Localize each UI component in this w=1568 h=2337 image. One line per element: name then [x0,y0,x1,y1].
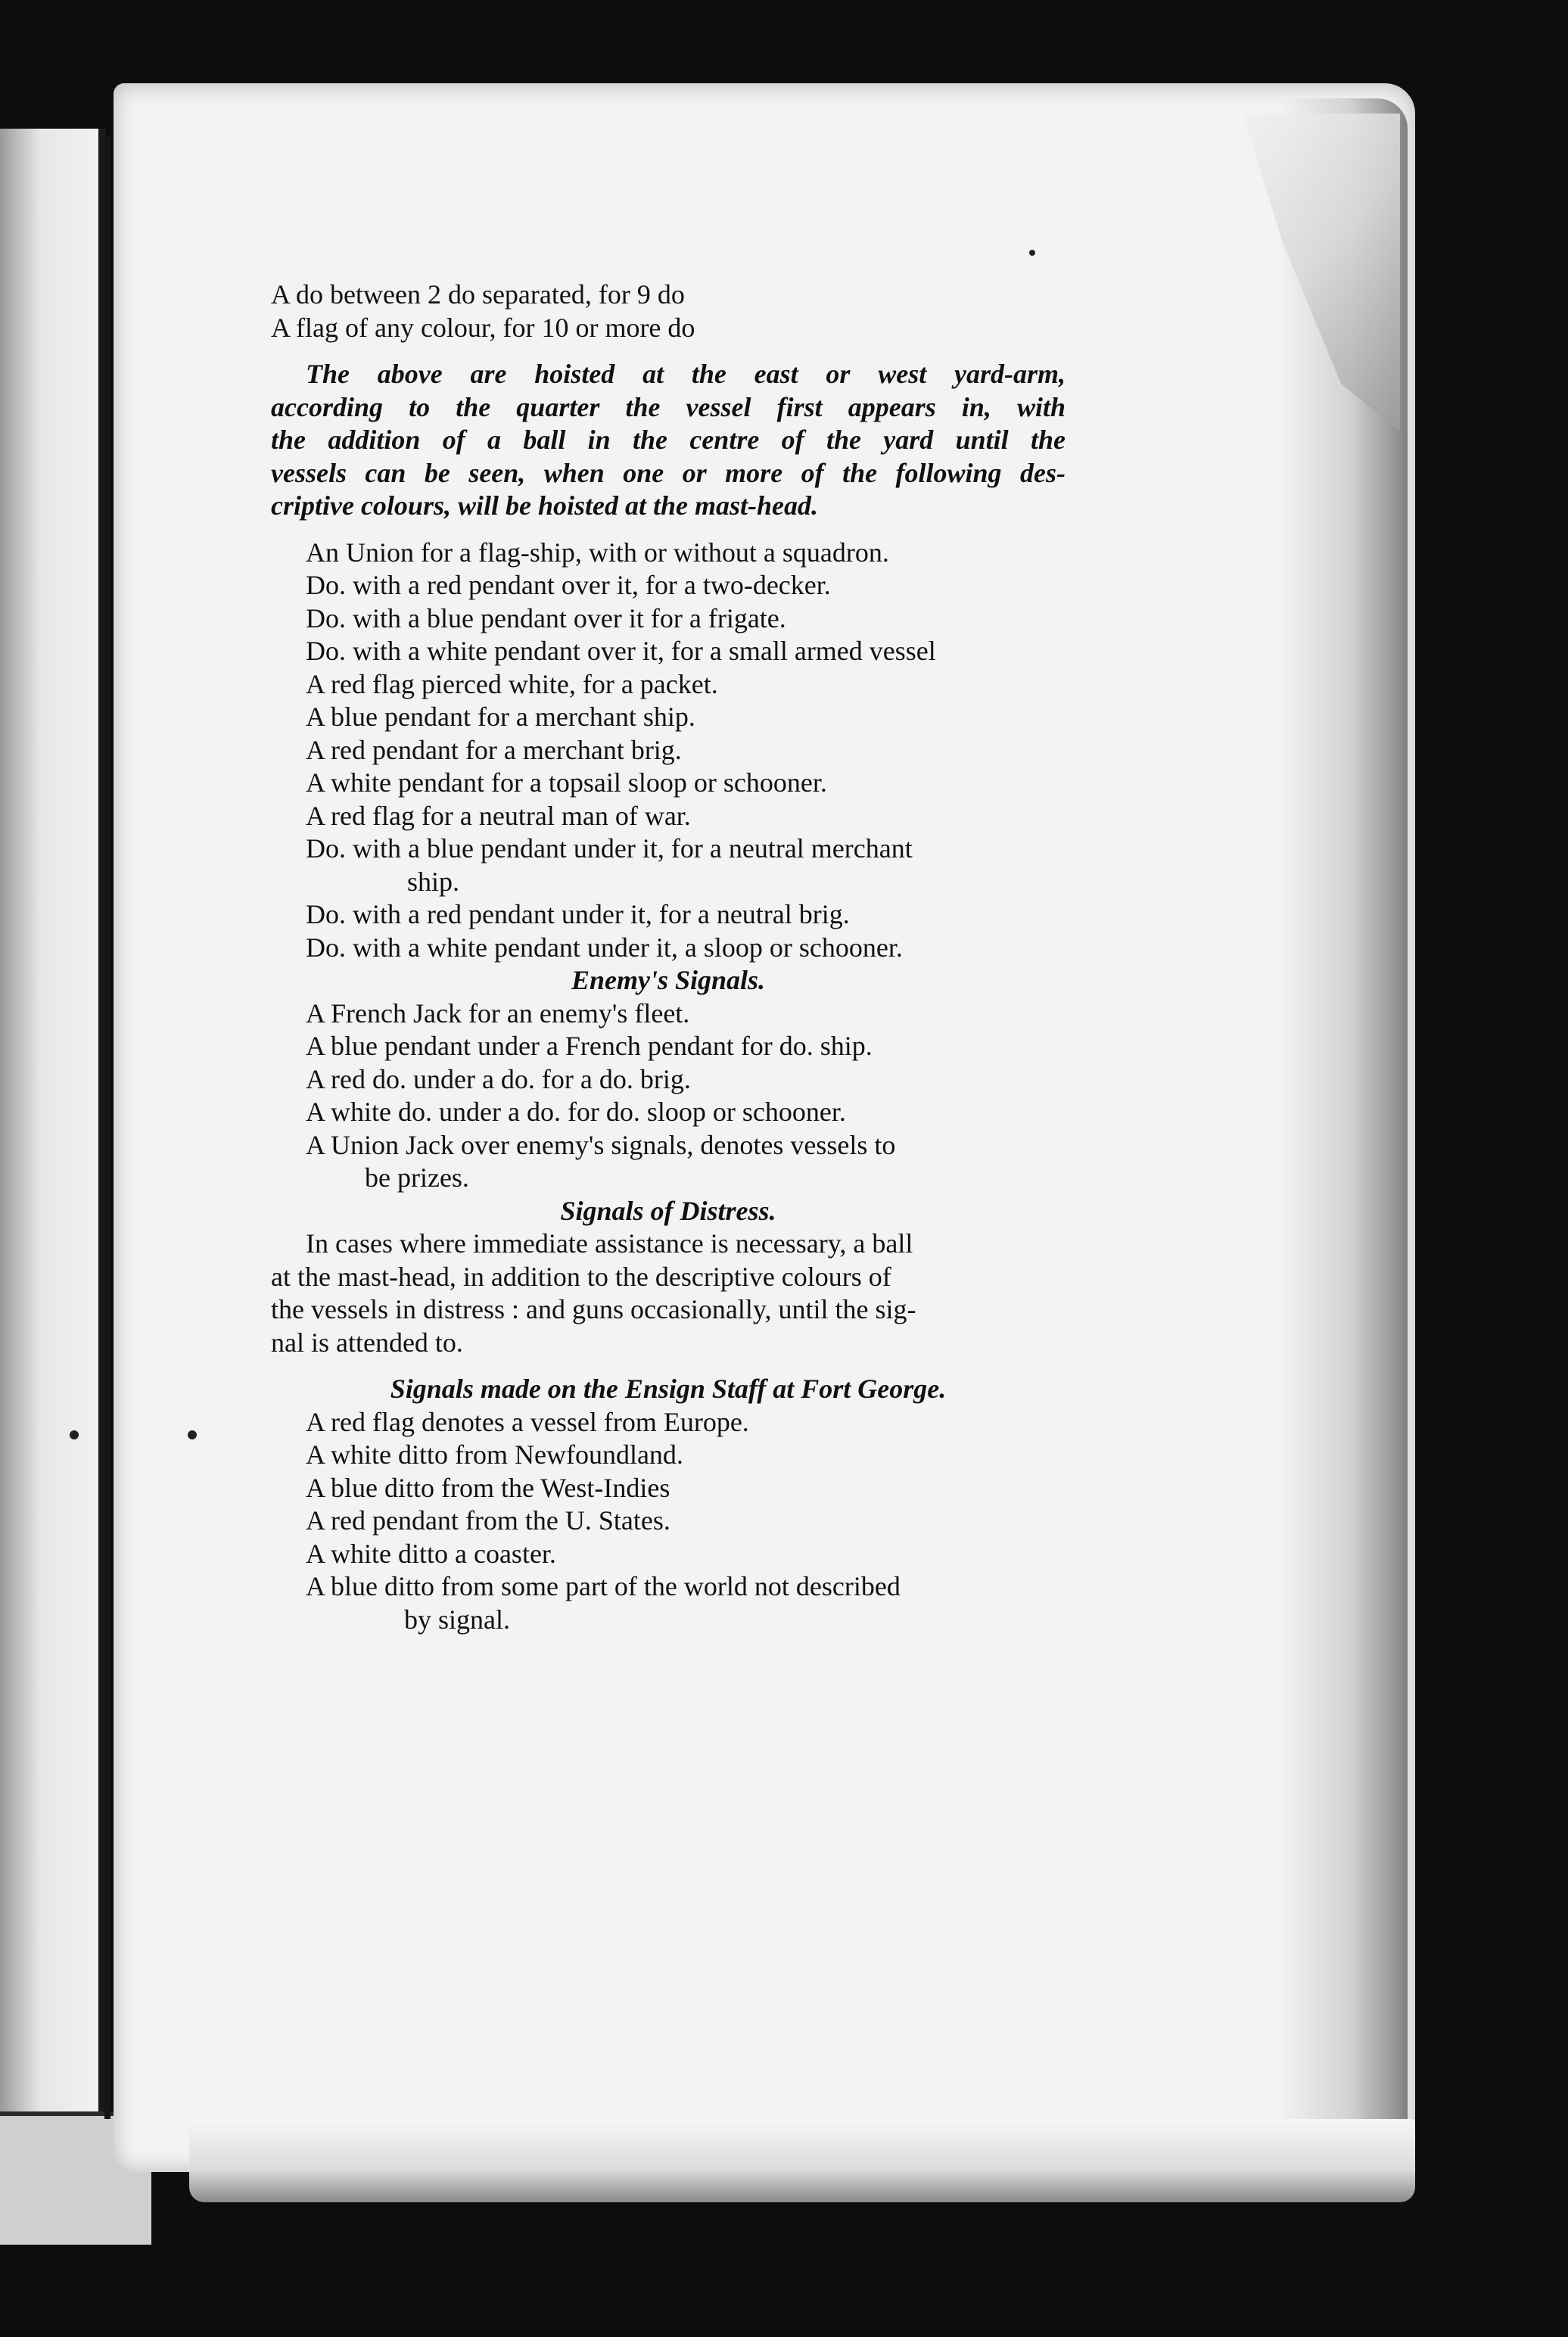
ink-speck [188,1430,197,1439]
ink-speck [70,1430,79,1439]
section-heading-enemy-signals: Enemy's Signals. [571,965,766,995]
italic-paragraph-line-2: according to the quarter the vessel first appears in, with [271,391,1066,422]
paragraph-line: nal is attended to. [271,1327,463,1358]
list-item: A blue pendant under a French pendant for do. ship. [306,1031,873,1061]
list-item: Do. with a red pendant under it, for a neutral brig. [306,899,850,929]
list-item: A white ditto from Newfoundland. [306,1439,683,1470]
list-item: A blue ditto from some part of the world not described [306,1571,901,1601]
intro-line-2: A flag of any colour, for 10 or more do [271,312,695,343]
italic-paragraph-line-1: The above are hoisted at the east or west yard-arm, [306,359,1066,389]
list-item: A red do. under a do. for a do. brig. [306,1063,691,1094]
list-item: Do. with a red pendant over it, for a two-decker. [306,570,831,600]
paragraph-line: the vessels in distress : and guns occasionally, until the sig- [271,1294,916,1324]
list-item-continuation: ship. [407,866,460,897]
italic-paragraph-line-5: criptive colours, will be hoisted at the mast-head. [271,490,818,521]
list-item: Do. with a blue pendant over it for a frigate. [306,602,786,633]
list-item: A red flag for a neutral man of war. [306,800,691,831]
list-item: A red pendant from the U. States. [306,1505,670,1536]
list-item: A white pendant for a topsail sloop or schooner. [306,767,827,798]
intro-line-1: A do between 2 do separated, for 9 do [271,279,685,310]
list-item: A white ditto a coaster. [306,1538,556,1569]
list-item: A red flag denotes a vessel from Europe. [306,1406,749,1437]
italic-paragraph-line-4: vessels can be seen, when one or more of the following des- [271,457,1066,488]
italic-paragraph-line-3: the addition of a ball in the centre of the yard until the [271,425,1066,455]
list-item: A Union Jack over enemy's signals, denotes vessels to [306,1129,896,1160]
list-item-continuation: be prizes. [365,1162,469,1193]
section-heading-ensign-staff: Signals made on the Ensign Staff at Fort George. [390,1374,947,1404]
paragraph-line: In cases where immediate assistance is necessary, a ball [306,1228,913,1259]
list-item: A blue ditto from the West-Indies [306,1472,670,1503]
page-bottom-edge [189,2119,1415,2202]
list-item: Do. with a blue pendant under it, for a neutral merchant [306,833,913,864]
list-item: An Union for a flag-ship, with or without a squadron. [306,537,889,568]
list-item: A blue pendant for a merchant ship. [306,702,695,732]
list-item: A red pendant for a merchant brig. [306,734,682,765]
section-heading-signals-of-distress: Signals of Distress. [560,1195,776,1226]
list-item: A red flag pierced white, for a packet. [306,668,718,699]
facing-page-edge [0,129,106,2157]
page-text [271,279,1066,1636]
list-item: Do. with a white pendant under it, a sloop or schooner. [306,932,903,963]
ink-speck [1029,250,1035,256]
list-item: A white do. under a do. for do. sloop or schooner. [306,1097,846,1127]
list-item: A French Jack for an enemy's fleet. [306,997,690,1028]
list-item: Do. with a white pendant over it, for a small armed vessel [306,636,936,666]
paragraph-line: at the mast-head, in addition to the descriptive colours of [271,1261,891,1292]
list-item-continuation: by signal. [404,1604,510,1635]
book-gutter [104,136,110,2119]
